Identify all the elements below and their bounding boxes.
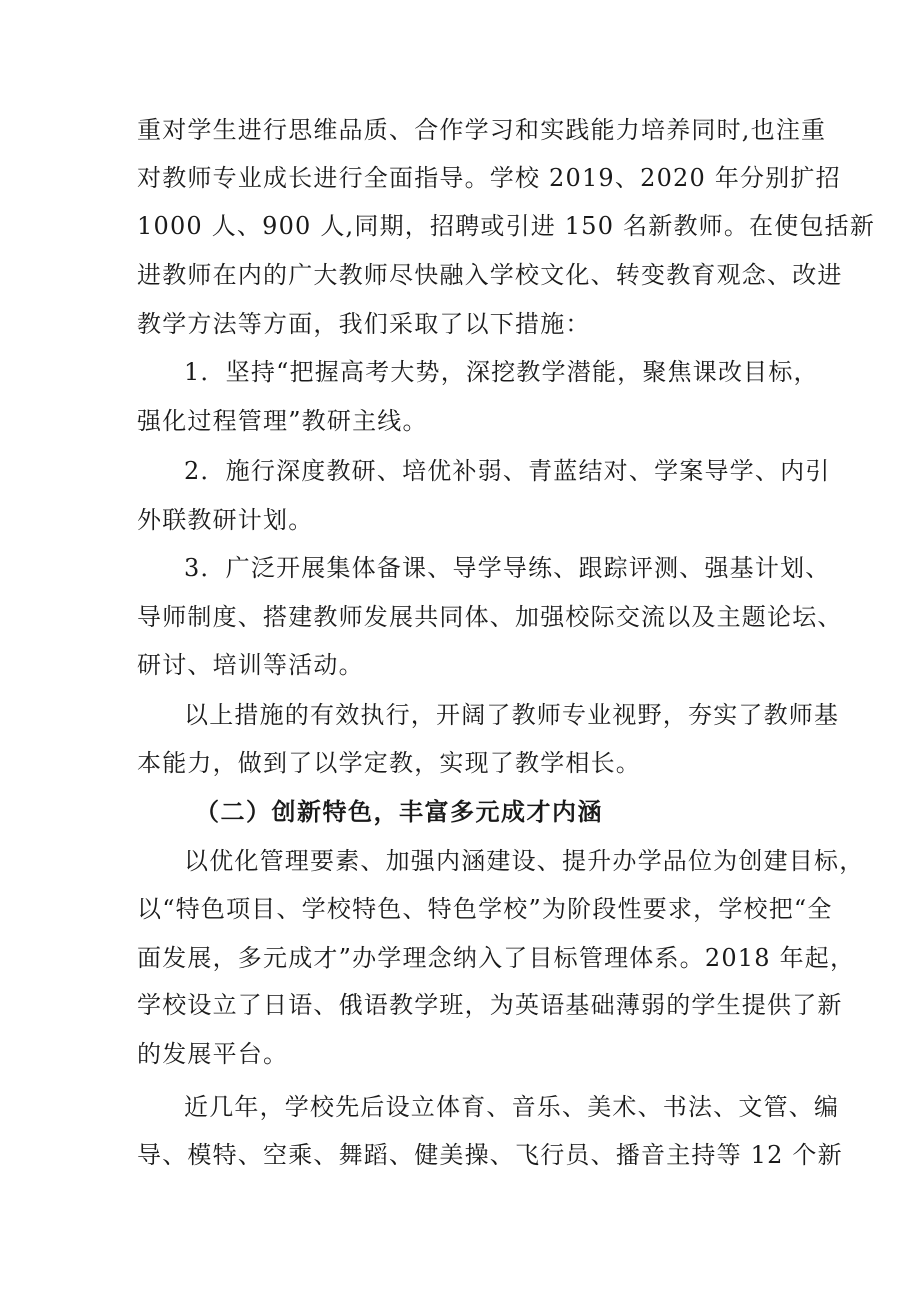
- list-item-3-line-2: 导师制度、搭建教师发展共同体、加强校际交流以及主题论坛、: [137, 603, 843, 631]
- text-line-17: 以“特色项目、学校特色、特色学校”为阶段性要求，学校把“全: [137, 895, 833, 923]
- text-line-13: 以上措施的有效执行，开阔了教师专业视野，夯实了教师基: [184, 701, 840, 729]
- text-line-20: 的发展平台。: [137, 1040, 289, 1068]
- list-item-1-line-2: 强化过程管理”教研主线。: [137, 407, 428, 435]
- text-line-1: 重对学生进行思维品质、合作学习和实践能力培养同时,也注重: [137, 116, 827, 144]
- text-line-4: 进教师在内的广大教师尽快融入学校文化、转变教育观念、改进: [137, 261, 843, 289]
- text-line-21: 近几年，学校先后设立体育、音乐、美术、书法、文管、编: [184, 1093, 840, 1121]
- text-line-5: 教学方法等方面，我们采取了以下措施：: [137, 310, 591, 338]
- text-line-22: 导、模特、空乘、舞蹈、健美操、飞行员、播音主持等 12 个新: [137, 1141, 843, 1169]
- section-heading: （二）创新特色，丰富多元成才内涵: [195, 798, 603, 826]
- list-item-2-line-1: 2．施行深度教研、培优补弱、青蓝结对、学案导学、内引: [184, 457, 831, 485]
- list-item-2-line-2: 外联教研计划。: [137, 506, 314, 534]
- list-item-1-line-1: 1．坚持“把握高考大势，深挖教学潜能，聚焦课改目标，: [184, 358, 819, 386]
- text-line-16: 以优化管理要素、加强内涵建设、提升办学品位为创建目标，: [184, 847, 865, 875]
- list-item-3-line-1: 3．广泛开展集体备课、导学导练、跟踪评测、强基计划、: [184, 554, 831, 582]
- list-item-3-line-3: 研讨、培训等活动。: [137, 651, 364, 679]
- text-line-18: 面发展，多元成才”办学理念纳入了目标管理体系。2018 年起，: [137, 944, 856, 972]
- text-line-19: 学校设立了日语、俄语教学班，为英语基础薄弱的学生提供了新: [137, 991, 843, 1019]
- text-line-14: 本能力，做到了以学定教，实现了教学相长。: [137, 749, 641, 777]
- text-line-2: 对教师专业成长进行全面指导。学校 2019、2020 年分别扩招: [137, 164, 841, 192]
- text-line-3: 1000 人、900 人,同期，招聘或引进 150 名新教师。在使包括新: [137, 212, 876, 240]
